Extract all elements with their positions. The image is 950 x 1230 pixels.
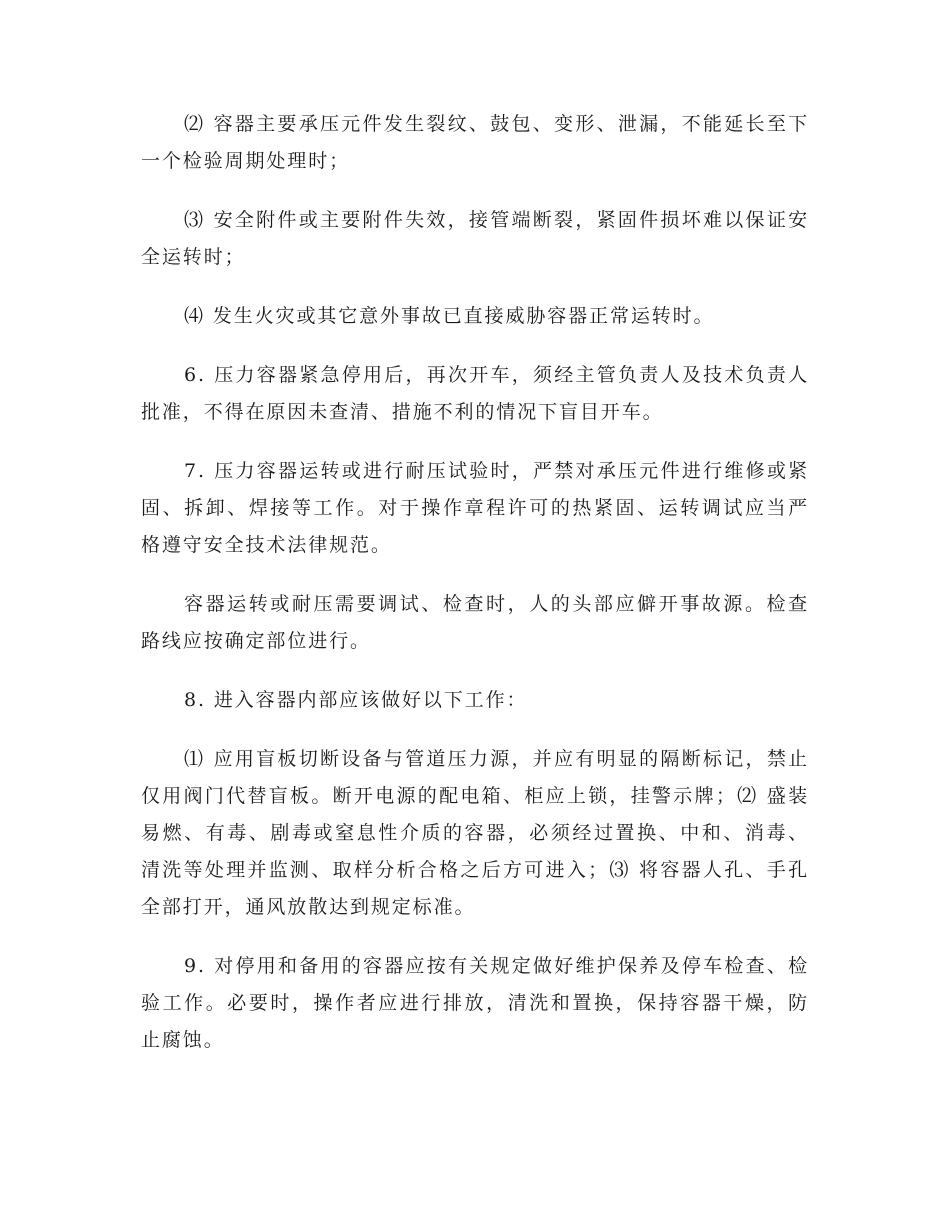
document-body xyxy=(141,106,809,1081)
paragraph-section-8: 8. 进入容器内部应该做好以下工作： xyxy=(184,689,528,711)
paragraph-inspection-note: 容器运转或耐压需要调试、检查时，人的头部应僻开事故源。检查路线应按确定部位进行。 xyxy=(141,593,809,652)
paragraph-section-6: 6. 压力容器紧急停用后，再次开车，须经主管负责人及技术负责人批准，不得在原因未查清、措施不利的情况下盲目开车。 xyxy=(141,364,809,423)
paragraph-section-8-steps: ⑴ 应用盲板切断设备与管道压力源，并应有明显的隔断标记，禁止仅用阀门代替盲板。断开电源的配电箱、柜应上锁，挂警示牌；⑵ 盛装易燃、有毒、剧毒或窒息性介质的容器，必须经过置换、中和、消毒、清洗等处理并监测、取样分析合格之后方可进入；⑶ 将容器人孔、手孔全部打开，通风放散达到规定标准。 xyxy=(141,748,809,918)
paragraph-section-9: 9. 对停用和备用的容器应按有关规定做好维护保养及停车检查、检验工作。必要时，操作者应进行排放，清洗和置换，保持容器干燥，防止腐蚀。 xyxy=(141,955,809,1051)
paragraph-item-3: ⑶ 安全附件或主要附件失效，接管端断裂，紧固件损坏难以保证安全运转时； xyxy=(141,209,809,268)
paragraph-section-7: 7. 压力容器运转或进行耐压试验时，严禁对承压元件进行维修或紧固、拆卸、焊接等工作。对于操作章程许可的热紧固、运转调试应当严格遵守安全技术法律规范。 xyxy=(141,460,809,556)
paragraph-item-4: ⑷ 发生火灾或其它意外事故已直接威胁容器正常运转时。 xyxy=(184,305,715,327)
paragraph-item-2: ⑵ 容器主要承压元件发生裂纹、鼓包、变形、泄漏，不能延长至下一个检验周期处理时； xyxy=(141,113,809,172)
